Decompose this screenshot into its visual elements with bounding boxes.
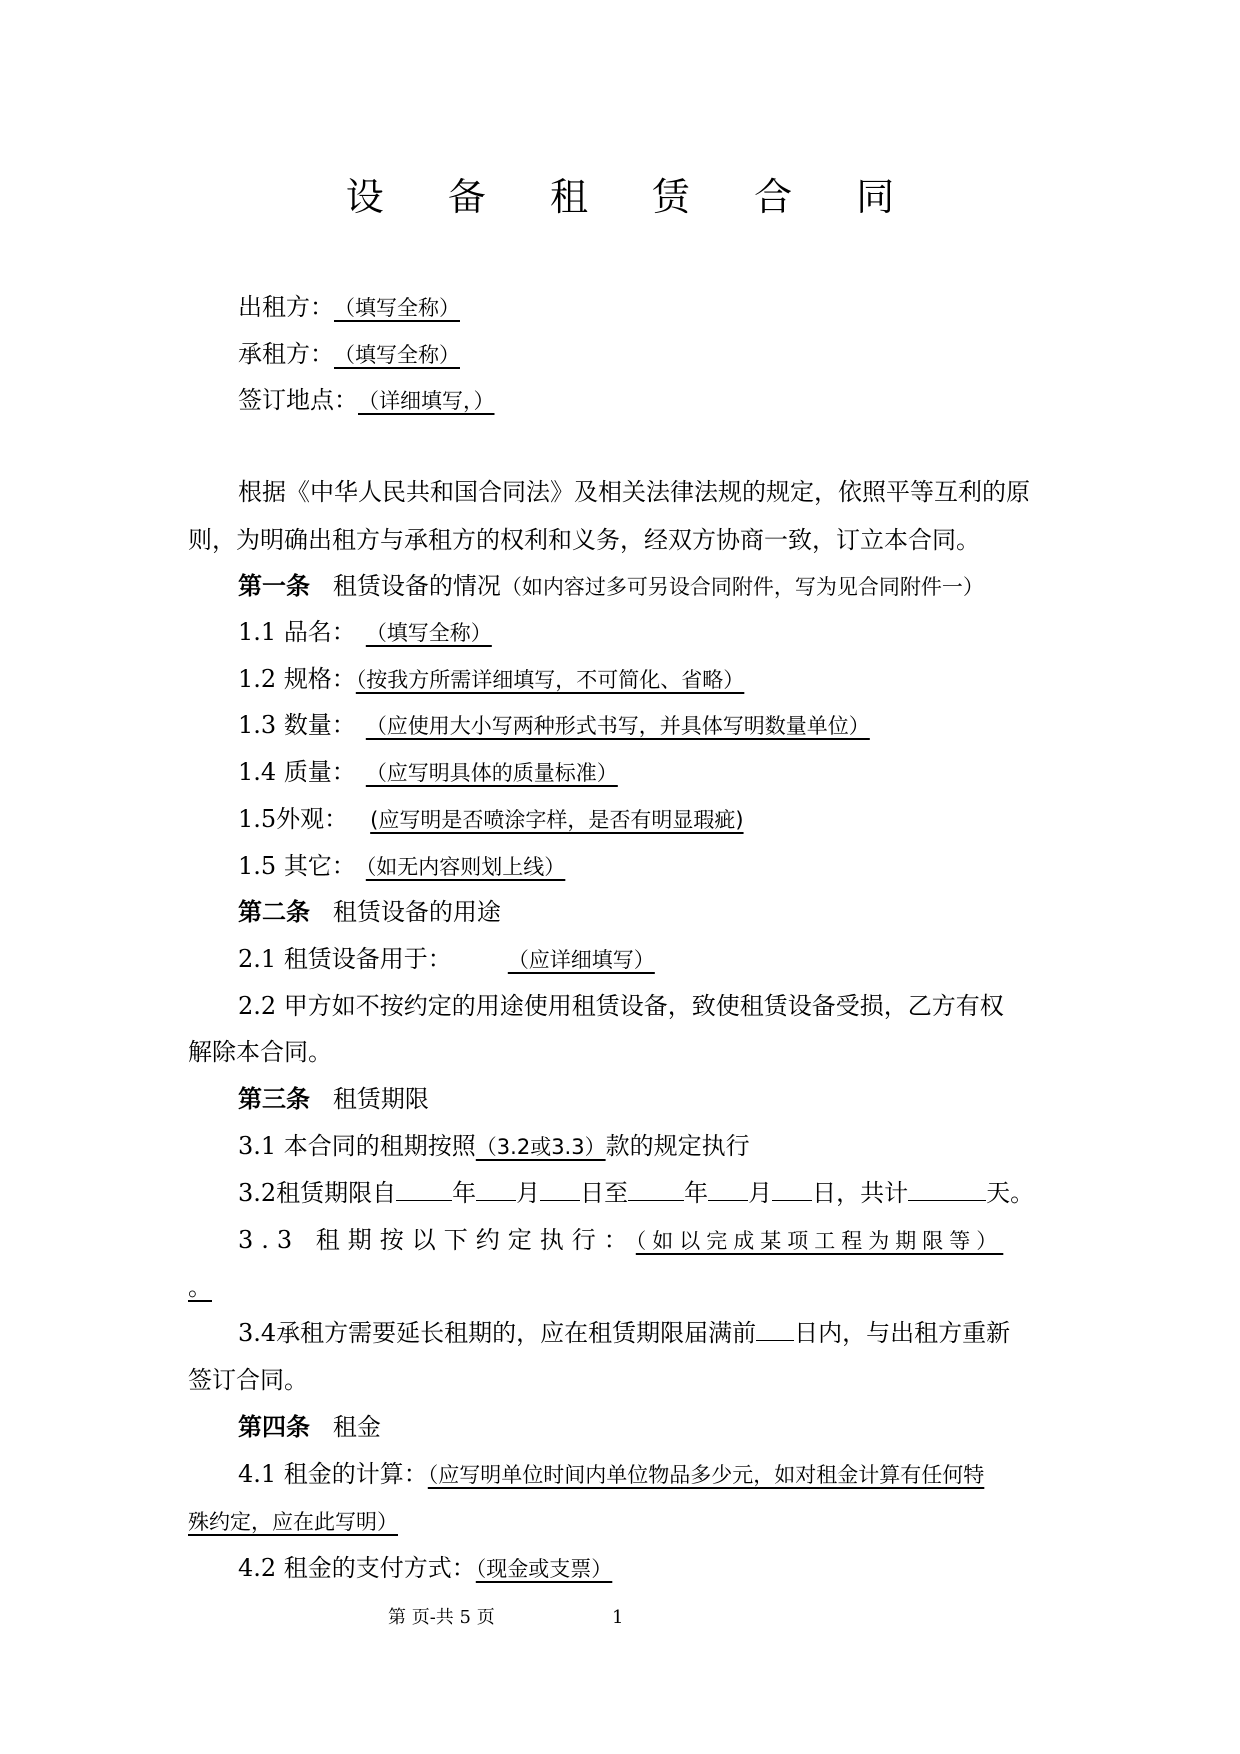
article-1-number: 第一条 xyxy=(238,571,310,600)
item-1-5-appearance xyxy=(238,802,744,837)
lessor-line xyxy=(238,290,730,325)
item-1-2 xyxy=(238,662,744,697)
place-field[interactable]: （详细填写，） xyxy=(358,389,495,413)
item-3-2 xyxy=(238,1176,1034,1210)
month-label: 月 xyxy=(516,1179,541,1207)
place-line xyxy=(238,383,670,418)
item-number: 1.5 xyxy=(238,805,277,833)
item-number: 2.1 xyxy=(238,945,277,973)
preamble-line-2: 则，为明确出租方与承租方的权利和义务，经双方协商一致，订立本合同。 xyxy=(188,526,980,554)
days-label: 天。 xyxy=(986,1179,1035,1207)
item-3-1 xyxy=(238,1129,750,1164)
other-field[interactable]: （如无内容则划上线） xyxy=(365,855,566,879)
start-year-blank[interactable] xyxy=(396,1178,452,1201)
item-1-1 xyxy=(238,615,962,650)
item-2-2-line-2: 解除本合同。 xyxy=(188,1038,332,1066)
item-text: 款的规定执行 xyxy=(605,1132,750,1160)
article-4-heading-line xyxy=(238,1410,381,1444)
document-title: 设 备 租 赁 合 同 xyxy=(345,175,921,219)
item-label: 品名： xyxy=(283,618,356,646)
rent-calculation-field[interactable]: （应写明单位时间内单位物品多少元，如对租金计算有任何特 xyxy=(427,1463,985,1487)
page-number: 1 xyxy=(612,1607,624,1628)
article-1-note: （如内容过多可另设合同附件，写为见合同附件一） xyxy=(500,575,984,599)
item-3-3 xyxy=(238,1223,1058,1258)
article-1-heading-line xyxy=(238,569,984,604)
item-number: 1.2 xyxy=(238,665,277,693)
article-4-number: 第四条 xyxy=(238,1412,310,1441)
rent-calculation-field-continued[interactable]: 殊约定，应在此写明） xyxy=(188,1510,398,1534)
lessee-line xyxy=(238,337,718,372)
year-label: 年 xyxy=(684,1179,709,1207)
day-label: 日，共计 xyxy=(812,1179,909,1207)
year-label: 年 xyxy=(452,1179,477,1207)
item-1-5-other xyxy=(238,849,565,884)
item-text: 3.1 本合同的租期按照 xyxy=(238,1132,476,1160)
extension-days-blank[interactable] xyxy=(756,1318,794,1341)
item-label: 租赁设备用于： xyxy=(283,945,452,973)
total-days-blank[interactable] xyxy=(908,1178,986,1201)
article-3-heading-line xyxy=(238,1082,429,1116)
product-name-field[interactable]: （填写全称） xyxy=(365,621,492,645)
quantity-field[interactable]: （应使用大小写两种形式书写，并具体写明数量单位） xyxy=(365,714,870,738)
preamble-line-1: 根据《中华人民共和国合同法》及相关法律法规的规定，依照平等互利的原 xyxy=(238,478,1030,506)
item-number: 1.1 xyxy=(238,618,277,646)
lessee-label: 承租方： xyxy=(238,340,334,368)
term-condition-field[interactable]: （如以完成某项工程为期限等） xyxy=(635,1229,1004,1253)
item-text: 日内，与出租方重新 xyxy=(794,1319,1011,1347)
item-label: 规格： xyxy=(283,665,356,693)
article-3-title: 租赁期限 xyxy=(332,1085,429,1113)
article-4-title: 租金 xyxy=(332,1413,381,1441)
item-1-4 xyxy=(238,755,1024,790)
item-text: 3.2租赁期限自 xyxy=(238,1179,397,1207)
appearance-field[interactable]: (应写明是否喷涂字样，是否有明显瑕疵) xyxy=(370,808,744,832)
article-2-heading-line xyxy=(238,895,501,929)
article-2-number: 第二条 xyxy=(238,897,310,926)
item-2-2-line-1: 2.2 甲方如不按约定的用途使用租赁设备，致使租赁设备受损，乙方有权 xyxy=(238,992,1004,1020)
usage-field[interactable]: （应详细填写） xyxy=(507,948,655,972)
item-2-1 xyxy=(238,942,1034,977)
article-2-title: 租赁设备的用途 xyxy=(332,898,501,926)
item-label: 质量： xyxy=(283,758,356,786)
month-label: 月 xyxy=(748,1179,773,1207)
article-3-number: 第三条 xyxy=(238,1084,310,1113)
end-year-blank[interactable] xyxy=(628,1178,684,1201)
item-1-3 xyxy=(238,708,1036,743)
end-day-blank[interactable] xyxy=(772,1178,812,1201)
item-4-1-line-2 xyxy=(188,1504,398,1539)
item-label: 4.1 租金的计算： xyxy=(238,1460,428,1488)
start-day-blank[interactable] xyxy=(540,1178,580,1201)
item-number: 1.5 xyxy=(238,852,277,880)
item-label: 外观： xyxy=(276,805,349,833)
item-3-4-line-2: 签订合同。 xyxy=(188,1366,308,1394)
item-text: 3.4承租方需要延长租期的，应在租赁期限届满前 xyxy=(238,1319,757,1347)
start-month-blank[interactable] xyxy=(476,1178,516,1201)
place-label: 签订地点： xyxy=(238,386,358,414)
item-3-3-end xyxy=(188,1270,262,1304)
item-number: 1.4 xyxy=(238,758,277,786)
item-3-4-line-1 xyxy=(238,1316,1010,1350)
lessee-field[interactable]: （填写全称） xyxy=(334,343,460,367)
end-month-blank[interactable] xyxy=(708,1178,748,1201)
payment-method-field[interactable]: （现金或支票） xyxy=(475,1557,613,1581)
item-label: 其它： xyxy=(283,852,356,880)
term-clause-field[interactable]: （3.2或3.3） xyxy=(475,1135,606,1159)
quality-field[interactable]: （应写明具体的质量标准） xyxy=(365,761,618,785)
article-1-title: 租赁设备的情况 xyxy=(332,572,501,600)
item-4-2 xyxy=(238,1551,612,1586)
item-end-mark: 。 xyxy=(188,1273,212,1301)
item-number: 1.3 xyxy=(238,711,277,739)
item-label: 4.2 租金的支付方式： xyxy=(238,1554,476,1582)
lessor-label: 出租方： xyxy=(238,293,334,321)
item-label: 数量： xyxy=(283,711,356,739)
page-count: 第 页-共 5 页 xyxy=(388,1607,495,1628)
lessor-field[interactable]: （填写全称） xyxy=(334,296,460,320)
day-label: 日至 xyxy=(580,1179,629,1207)
specification-field[interactable]: （按我方所需详细填写，不可简化、省略） xyxy=(355,668,745,692)
item-text: 3.3 租期按以下约定执行： xyxy=(238,1226,636,1254)
item-4-1-line-1 xyxy=(238,1457,984,1492)
